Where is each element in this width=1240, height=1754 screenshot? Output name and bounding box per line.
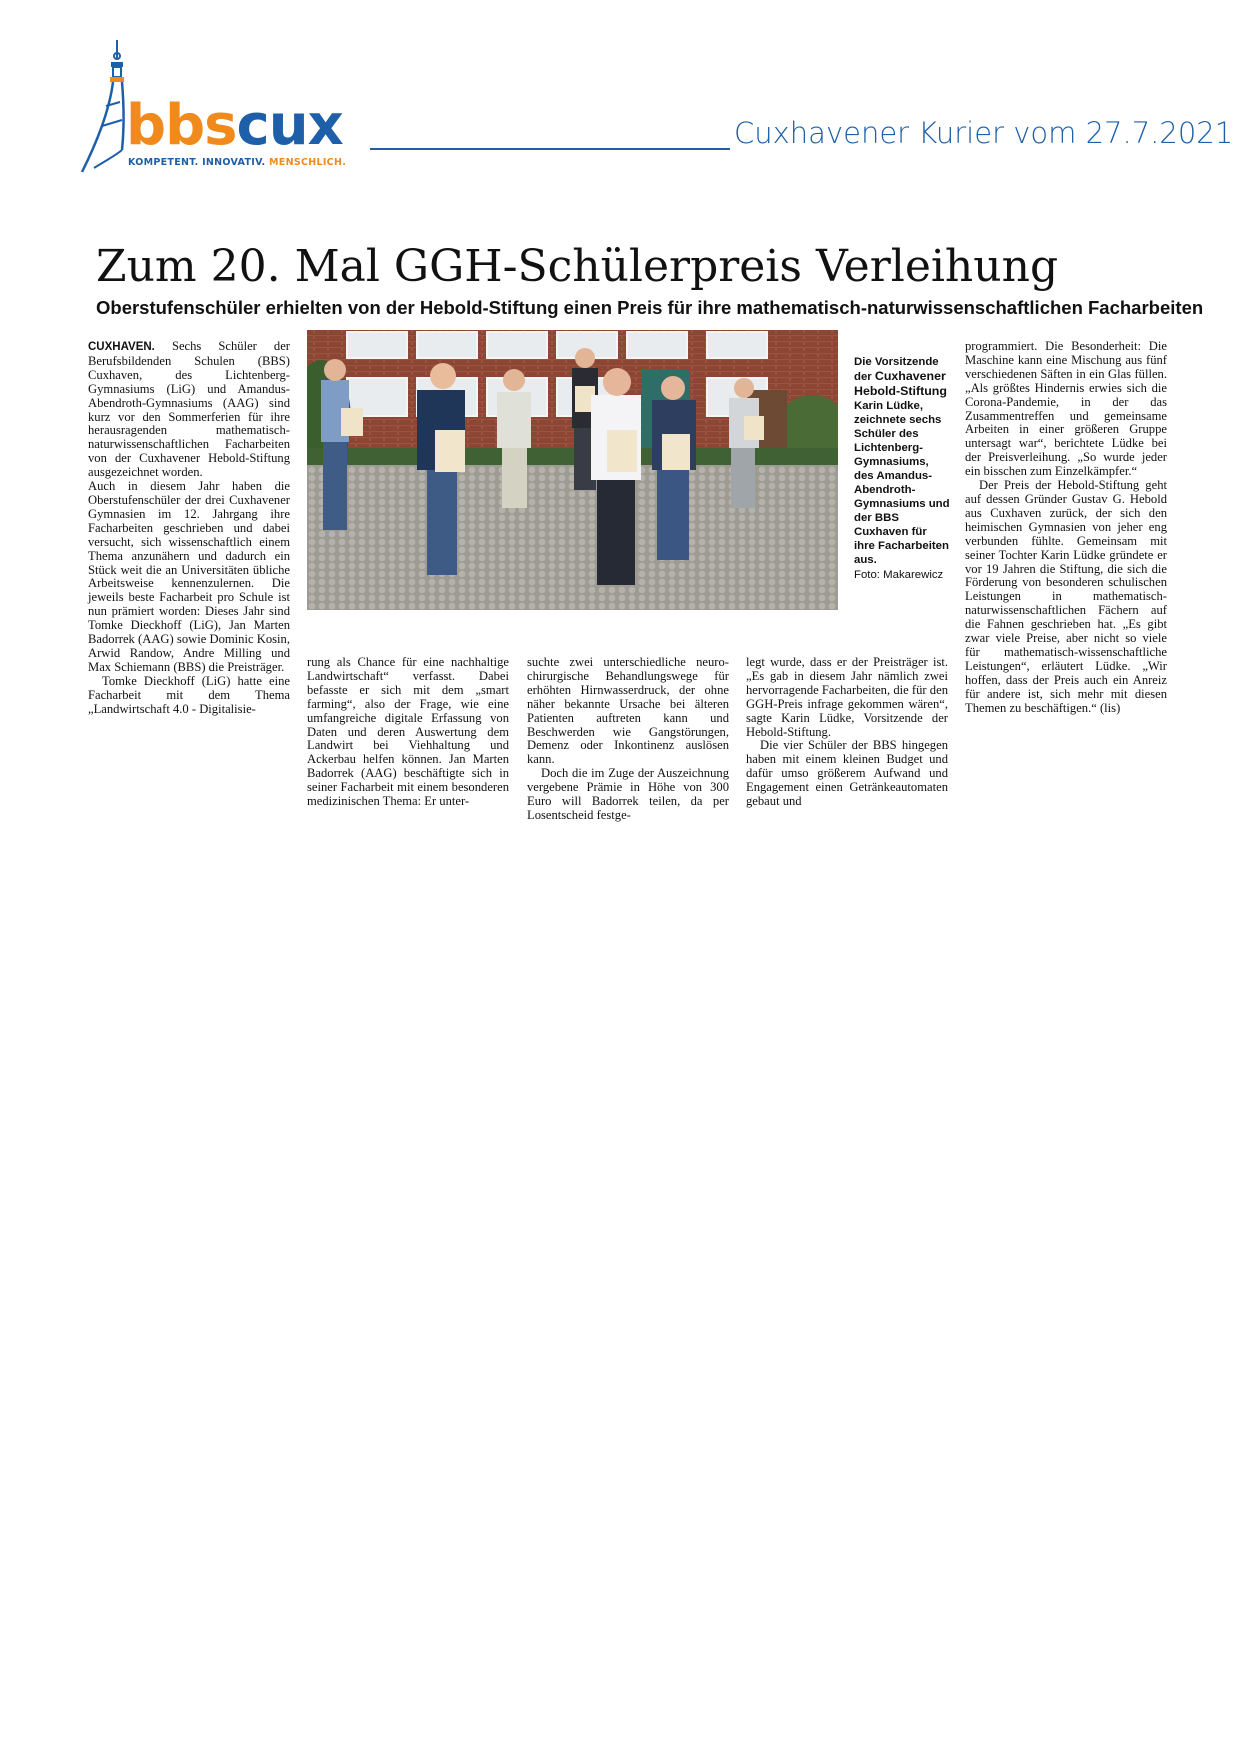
article-column-1 <box>88 340 290 716</box>
photo-caption <box>854 355 950 582</box>
tagline-part2: MENSCHLICH. <box>269 157 347 168</box>
col3-paragraph-1: suchte zwei unterschiedliche neuro-chirurgische Behandlungswege für erhöhten Hirnwasserdruck, der ohne näher bekannte Ursache bei älteren Patienten auftreten kann und Beschwerden wie Gangstörungen, Demenz oder Inkontinenz auslösen kann. <box>527 655 729 767</box>
col1-paragraph-1: Sechs Schüler der Berufsbildenden Schulen (BBS) Cuxhaven, des Lichtenberg-Gymnasiums (LiG) und Amandus-Abendroth-Gymnasiums (AAG) sind kurz vor den Sommerferien für ihre herausragenden mathematisch-naturwissenschaftlichen Facharbeiten von der Cuxhavener Hebold-Stiftung ausgezeichnet worden. <box>88 339 290 480</box>
col5-paragraph-2: Der Preis der Hebold-Stiftung geht auf dessen Gründer Gustav G. Hebold aus Cuxhaven zurück, der sich den heimischen Gymnasien von jeher eng verbunden fühlte. Gemeinsam mit seiner Tochter Karin Lüdke gründete er vor 19 Jahren die Stiftung, die sich die Förderung von besonderen schulischen Leistungen in mathematisch-naturwissenschaftlichen Fächern auf die Fahnen geschrieben hat. „Es gibt zwar viele Preise, aber nicht so viele für mathematisch-wissenschaftliche Leistungen“, erläutert Lüdke. „Wir hoffen, dass der Preis auch ein Anreiz für andere ist, sich mehr mit diesen Themen zu beschäftigen.“ (lis) <box>965 478 1167 715</box>
article-column-4 <box>746 656 948 809</box>
bbscux-logo <box>80 36 380 196</box>
award-ceremony-photo <box>307 330 838 610</box>
article-headline: Zum 20. Mal GGH-Schülerpreis Verleihung <box>96 241 1059 292</box>
article-photo <box>307 330 838 610</box>
col1-paragraph-3: Tomke Dieckhoff (LiG) hatte eine Facharbeit mit dem Thema „Landwirtschaft 4.0 - Digitalisie- <box>88 673 290 716</box>
tagline-part1: KOMPETENT. INNOVATIV. <box>128 157 270 168</box>
col2-paragraph-1: rung als Chance für eine nachhaltige Landwirtschaft“ verfasst. Dabei befasste er sich mit dem „smart farming“, also der Frage, wie eine umfangreiche digitale Erfassung von Daten und deren Auswertung dem Landwirt bei Viehhaltung und Ackerbau helfen können. Jan Marten Badorrek (AAG) beschäftigte sich in seiner Facharbeit mit einem besonderen medizinischen Thema: Er unter- <box>307 655 509 809</box>
col4-paragraph-1: legt wurde, dass er der Preisträger ist. „Es gab in diesem Jahr nämlich zwei hervorragende Facharbeiten, die für den GGH-Preis infrage gekommen wären“, sagte Karin Lüdke, Vorsitzende der Hebold-Stiftung. <box>746 655 948 739</box>
logo-bbs: bbs <box>126 93 237 158</box>
article-column-3 <box>527 656 729 823</box>
header-divider <box>370 148 730 150</box>
photo-credit: Foto: Makarewicz <box>854 569 944 581</box>
logo-cux: cux <box>236 93 343 158</box>
col4-paragraph-2: Die vier Schüler der BBS hingegen haben mit einem kleinen Budget und dafür umso größerem Aufwand und Engagement einen Getränkeautomaten gebaut und <box>746 738 948 809</box>
newspaper-source: Cuxhavener Kurier vom 27.7.2021 <box>734 116 1234 150</box>
logo-wordmark <box>126 93 343 158</box>
article-column-5 <box>965 340 1167 715</box>
caption-foundation: Cuxhavener Hebold-Stiftung <box>854 369 947 398</box>
col5-paragraph-1: programmiert. Die Besonderheit: Die Maschine kann eine Mischung aus fünf verschiedenen Säften in ein Glas füllen. „Als größtes Hindernis erwies sich die Corona-Pandemie, in der das Zusammentreffen und gemeinsame Arbeiten in einer größeren Gruppe untersagt war“, berichtete Lüdke bei der Preisverleihung. „So wurde jeder ein bisschen zum Einzelkämpfer.“ <box>965 339 1167 479</box>
col1-paragraph-2: Auch in diesem Jahr haben die Oberstufenschüler der drei Cuxhavener Gymnasien im 12. Jahrgang ihre Facharbeiten geschrieben und dabei versucht, sich wissenschaftlich einem Thema anzunähern und dadurch ein Stück weit die an Universitäten übliche Arbeitsweise kennenzulernen. Die jeweils beste Facharbeit pro Schule ist nun prämiert worden: Dieses Jahr sind Tomke Dieckhoff (LiG), Jan Marten Badorrek (AAG) sowie Dominic Kosin, Arwid Randow, Andre Milling und Max Schiemann (BBS) die Preisträger. <box>88 479 290 674</box>
dateline: CUXHAVEN. <box>88 341 155 353</box>
article-subheadline: Oberstufenschüler erhielten von der Hebold-Stiftung einen Preis für ihre mathematisch-naturwissenschaftlichen Facharbeiten <box>96 297 1204 318</box>
caption-text: Karin Lüdke, zeichnete sechs Schüler des Lichtenberg-Gymnasiums, des Amandus-Abendroth-Gymnasiums und der BBS Cuxhaven für ihre Facharbeiten aus. <box>854 400 950 566</box>
logo-tagline <box>128 157 346 168</box>
article-column-2 <box>307 656 509 809</box>
col3-paragraph-2: Doch die im Zuge der Auszeichnung vergebene Prämie in Höhe von 300 Euro will Badorrek teilen, da per Losentscheid festge- <box>527 766 729 822</box>
caption-intro: Die Vorsitzende der <box>854 356 939 383</box>
